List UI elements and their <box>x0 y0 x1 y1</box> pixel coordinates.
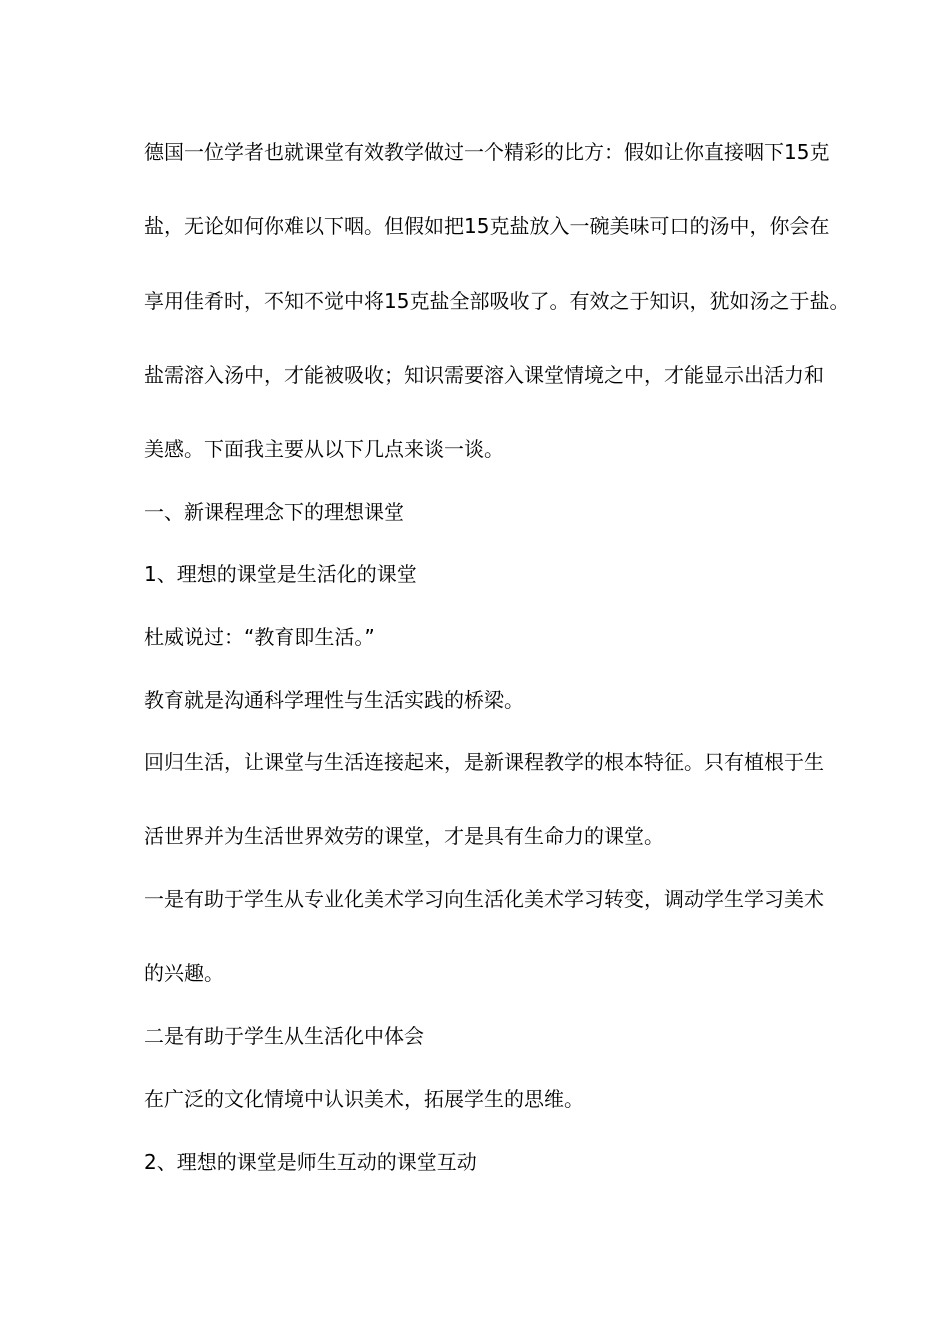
paragraph-line-10: 的兴趣。 <box>144 961 224 985</box>
paragraph-line-5: 美感。下面我主要从以下几点来谈一谈。 <box>144 437 504 461</box>
paragraph-line-8: 活世界并为生活世界效劳的课堂，才是具有生命力的课堂。 <box>144 824 664 848</box>
subsection-heading-1: 1、理想的课堂是生活化的课堂 <box>144 562 417 586</box>
paragraph-line-12: 在广泛的文化情境中认识美术，拓展学生的思维。 <box>144 1087 584 1111</box>
paragraph-line-4: 盐需溶入汤中，才能被吸收；知识需要溶入课堂情境之中，才能显示出活力和 <box>144 363 824 387</box>
paragraph-line-3: 享用佳肴时，不知不觉中将15克盐全部吸收了。有效之于知识，犹如汤之于盐。 <box>144 289 850 313</box>
paragraph-line-1: 德国一位学者也就课堂有效教学做过一个精彩的比方：假如让你直接咽下15克 <box>144 140 830 164</box>
paragraph-line-2: 盐，无论如何你难以下咽。但假如把15克盐放入一碗美味可口的汤中，你会在 <box>144 214 830 238</box>
paragraph-line-9: 一是有助于学生从专业化美术学习向生活化美术学习转变，调动学生学习美术 <box>144 887 824 911</box>
paragraph-line-7: 回归生活，让课堂与生活连接起来，是新课程教学的根本特征。只有植根于生 <box>144 750 824 774</box>
section-heading-1: 一、新课程理念下的理想课堂 <box>144 500 404 524</box>
subsection-heading-2: 2、理想的课堂是师生互动的课堂互动 <box>144 1150 477 1174</box>
paragraph-line-11: 二是有助于学生从生活化中体会 <box>144 1024 424 1048</box>
paragraph-line-6: 教育就是沟通科学理性与生活实践的桥梁。 <box>144 688 524 712</box>
quote-line: 杜威说过：“教育即生活。” <box>144 625 375 649</box>
